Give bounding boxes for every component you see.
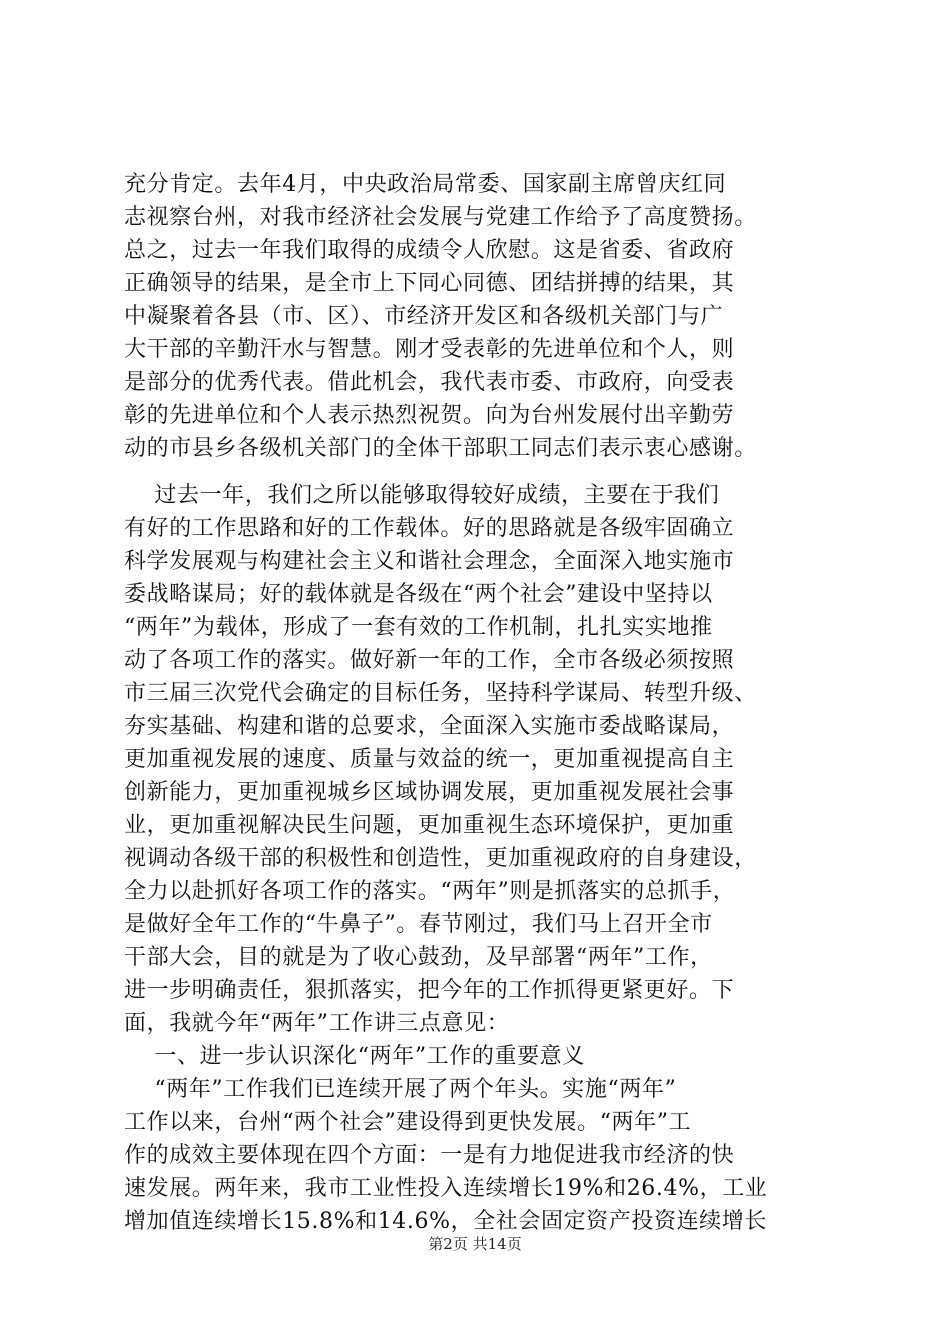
paragraph-2	[124, 479, 834, 1238]
text-line: 作的成效主要体现在四个方面：一是有力地促进我市经济的快	[124, 1143, 735, 1168]
text-line: 彰的先进单位和个人表示热烈祝贺。向为台州发展付出辛勤劳	[124, 403, 735, 428]
text-line: 更加重视发展的速度、质量与效益的统一，更加重视提高自主	[124, 747, 735, 772]
text-line: 总之，过去一年我们取得的成绩令人欣慰。这是省委、省政府	[124, 238, 735, 263]
text-line: 增加值连续增长15.8%和14.6%，全社会固定资产投资连续增长	[124, 1209, 767, 1234]
text-line: 科学发展观与构建社会主义和谐社会理念，全面深入地实施市	[124, 549, 735, 574]
text-line: 中凝聚着各县（市、区）、市经济开发区和各级机关部门与广	[124, 304, 724, 329]
text-line: 委战略谋局；好的载体就是各级在“两个社会”建设中坚持以	[124, 582, 713, 607]
text-line: 工作以来，台州“两个社会”建设得到更快发展。“两年”工	[124, 1110, 692, 1135]
text-line: 进一步明确责任，狠抓落实，把今年的工作抓得更紧更好。下	[124, 978, 735, 1003]
text-line: 市三届三次党代会确定的目标任务，坚持科学谋局、转型升级、	[124, 681, 757, 706]
text-line: 创新能力，更加重视城乡区域协调发展，更加重视发展社会事	[124, 780, 735, 805]
text-line: 动了各项工作的落实。做好新一年的工作，全市各级必须按照	[124, 648, 735, 673]
text-line: 速发展。两年来，我市工业性投入连续增长19%和26.4%，工业	[124, 1176, 768, 1201]
text-line: 大干部的辛勤汗水与智慧。刚才受表彰的先进单位和个人，则	[124, 337, 735, 362]
text-line: 夯实基础、构建和谐的总要求，全面深入实施市委战略谋局，	[124, 714, 735, 739]
text-line: 充分肯定。去年4月，中央政治局常委、国家副主席曾庆红同	[124, 172, 727, 197]
text-line: 业，更加重视解决民生问题，更加重视生态环境保护，更加重	[124, 813, 735, 838]
text-line: 志视察台州，对我市经济社会发展与党建工作给予了高度赞扬。	[124, 205, 757, 230]
text-line: 过去一年，我们之所以能够取得较好成绩，主要在于我们	[124, 483, 720, 508]
text-line: 动的市县乡各级机关部门的全体干部职工同志们表示衷心感谢。	[124, 436, 757, 461]
text-line: 全力以赴抓好各项工作的落实。“两年”则是抓落实的总抓手，	[124, 879, 736, 904]
text-line: 干部大会，目的就是为了收心鼓劲，及早部署“两年”工作，	[124, 945, 713, 970]
text-line: 视调动各级干部的积极性和创造性，更加重视政府的自身建设，	[124, 846, 757, 871]
text-line: 一、进一步认识深化“两年”工作的重要意义	[124, 1044, 585, 1069]
text-line: 是部分的优秀代表。借此机会，我代表市委、市政府，向受表	[124, 370, 735, 395]
text-line: “两年”为载体，形成了一套有效的工作机制，扎扎实实地推	[124, 615, 713, 640]
page-footer: 第2页 共14页	[428, 1235, 522, 1253]
text-line: 是做好全年工作的“牛鼻子”。春节刚过，我们马上召开全市	[124, 912, 713, 937]
paragraph-1	[124, 168, 834, 465]
text-line: 面，我就今年“两年”工作讲三点意见：	[124, 1011, 510, 1036]
text-line: 有好的工作思路和好的工作载体。好的思路就是各级牢固确立	[124, 516, 735, 541]
text-line: “两年”工作我们已连续开展了两个年头。实施“两年”	[124, 1077, 677, 1102]
text-line: 正确领导的结果，是全市上下同心同德、团结拼搏的结果，其	[124, 271, 735, 296]
